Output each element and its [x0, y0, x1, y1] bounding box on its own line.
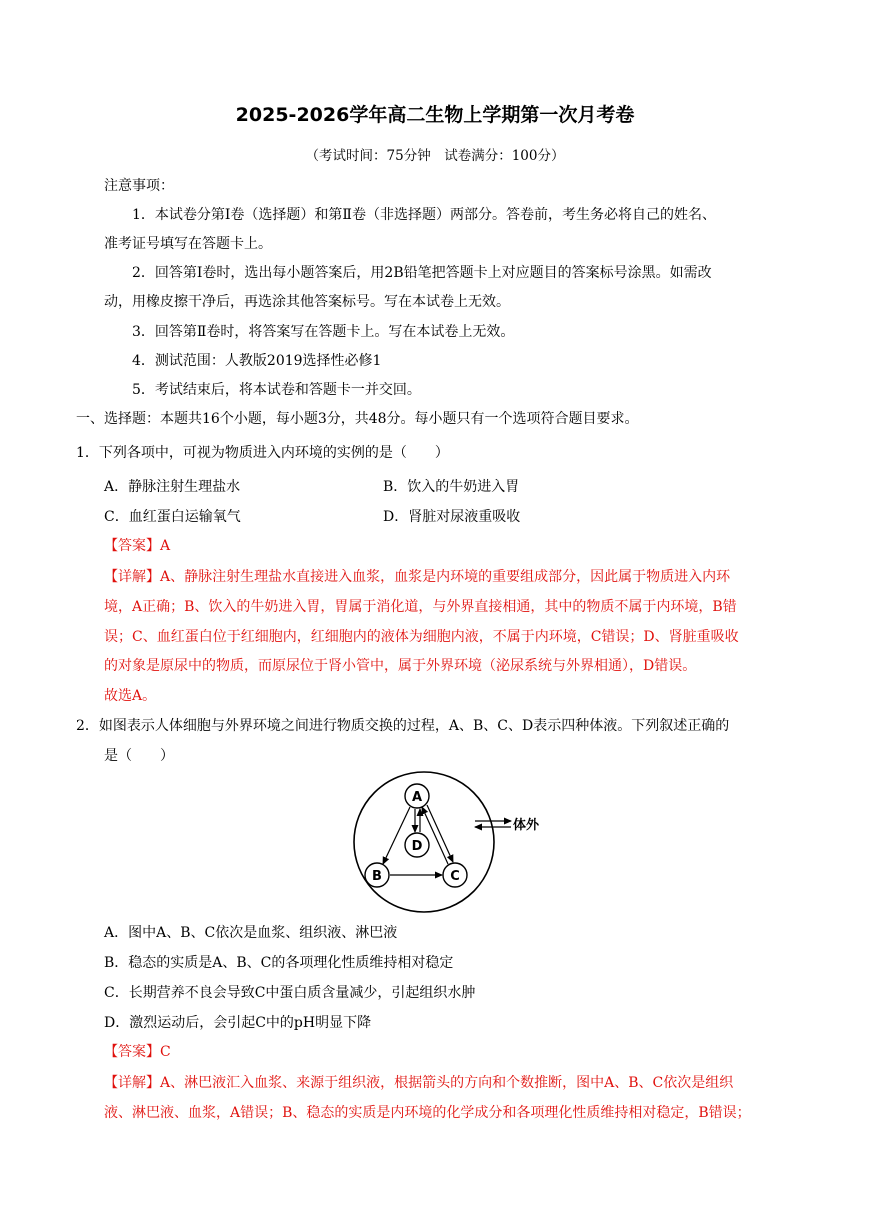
q2-stem: 2．如图表示人体细胞与外界环境之间进行物质交换的过程，A、B、C、D表示四种体液。下列叙述正确的	[76, 718, 730, 734]
q2-option-b: B．稳态的实质是A、B、C的各项理化性质维持相对稳定	[104, 955, 454, 971]
arrow-c-to-a	[422, 807, 448, 864]
q2-option-a: A．图中A、B、C依次是血浆、组织液、淋巴液	[104, 925, 398, 941]
q1-explain-line: 境，A正确；B、饮入的牛奶进入胃，胃属于消化道，与外界直接相通，其中的物质不属于内环境，B错	[104, 599, 737, 615]
q1-option-b: B．饮入的牛奶进入胃	[383, 479, 520, 495]
section-heading: 一、选择题：本题共16个小题，每小题3分，共48分。每小题只有一个选项符合题目要求。	[76, 411, 639, 427]
q1-option-d: D．肾脏对尿液重吸收	[383, 509, 521, 525]
q2-option-d: D．激烈运动后，会引起C中的pH明显下降	[104, 1015, 372, 1031]
notice-line: 4．测试范围：人教版2019选择性必修1	[132, 353, 382, 369]
arrow-a-to-b	[383, 807, 410, 864]
body-fluid-diagram	[345, 770, 555, 915]
page-title: 2025-2026学年高二生物上学期第一次月考卷	[235, 104, 635, 126]
notice-line: 1．本试卷分第Ⅰ卷（选择题）和第Ⅱ卷（非选择题）两部分。答卷前，考生务必将自己的姓名、	[132, 207, 716, 223]
arrow-a-to-c	[427, 805, 453, 862]
q1-explain-line: 【详解】A、静脉注射生理盐水直接进入血浆，血浆是内环境的重要组成部分，因此属于物质进入内环	[104, 569, 731, 585]
node-d-label: D	[411, 839, 423, 854]
q2-option-c: C．长期营养不良会导致C中蛋白质含量减少，引起组织水肿	[104, 985, 476, 1001]
notice-heading: 注意事项：	[104, 178, 174, 194]
q2-explain-line: 【详解】A、淋巴液汇入血浆、来源于组织液，根据箭头的方向和个数推断，图中A、B、C依次是组织	[104, 1075, 734, 1091]
exam-info: （考试时间：75分钟 试卷满分：100分）	[305, 148, 565, 164]
notice-line: 准考证号填写在答题卡上。	[104, 236, 272, 252]
node-c-label: C	[450, 869, 460, 884]
notice-line: 3．回答第Ⅱ卷时，将答案写在答题卡上。写在本试卷上无效。	[132, 324, 515, 340]
q1-option-c: C．血红蛋白运输氧气	[104, 509, 241, 525]
notice-line: 2．回答第Ⅰ卷时，选出每小题答案后，用2B铅笔把答题卡上对应题目的答案标号涂黑。如需改	[132, 265, 712, 281]
outside-label: 体外	[513, 818, 540, 833]
q1-explain-line: 误；C、血红蛋白位于红细胞内，红细胞内的液体为细胞内液，不属于内环境，C错误；D、肾脏重吸收	[104, 629, 739, 645]
q1-conclusion: 故选A。	[104, 688, 157, 704]
q2-explain-line: 液、淋巴液、血浆，A错误；B、稳态的实质是内环境的化学成分和各项理化性质维持相对稳定，B错误；	[104, 1105, 751, 1121]
q1-explain-line: 的对象是原尿中的物质，而原尿位于肾小管中，属于外界环境（泌尿系统与外界相通），D错误。	[104, 658, 697, 674]
q2-stem: 是（ ）	[104, 748, 174, 764]
notice-line: 动，用橡皮擦干净后，再选涂其他答案标号。写在本试卷上无效。	[104, 294, 510, 310]
q1-stem: 1．下列各项中，可视为物质进入内环境的实例的是（ ）	[76, 445, 449, 461]
node-a-label: A	[411, 790, 423, 805]
q2-answer: 【答案】C	[104, 1044, 171, 1060]
q1-answer: 【答案】A	[104, 538, 171, 554]
q1-option-a: A．静脉注射生理盐水	[104, 479, 241, 495]
notice-line: 5．考试结束后，将本试卷和答题卡一并交回。	[132, 382, 421, 398]
node-b-label: B	[372, 869, 382, 884]
